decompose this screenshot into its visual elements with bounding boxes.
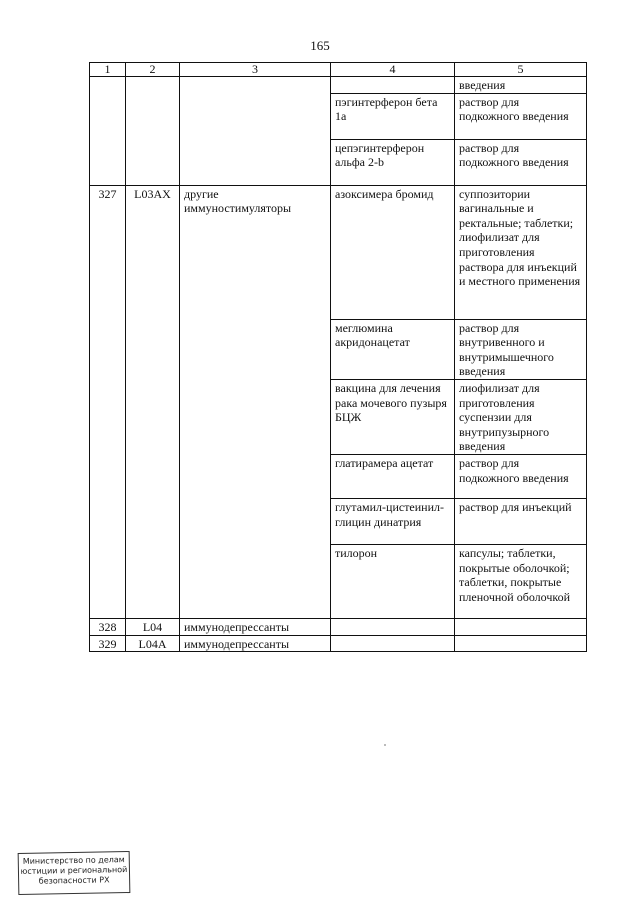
table-row	[90, 618, 587, 635]
cell-form: введения	[455, 77, 587, 94]
cell-group: другие иммуностимуляторы	[180, 185, 331, 618]
cell-form: раствор для подкожного введения	[455, 454, 587, 498]
cell-form: раствор для внутривенного и внутримышечного введения	[455, 319, 587, 379]
cell-drug: вакцина для лечения рака мочевого пузыря БЦЖ	[331, 379, 455, 454]
header-col-2: 2	[126, 63, 180, 77]
cell-drug: глатирамера ацетат	[331, 454, 455, 498]
cell-form: раствор для подкожного введения	[455, 93, 587, 139]
cell-drug: меглюмина акридонацетат	[331, 319, 455, 379]
cell-num: 328	[90, 618, 126, 635]
cell-form: раствор для инъекций	[455, 498, 587, 544]
cell-code	[126, 77, 180, 186]
cell-group	[180, 77, 331, 186]
header-col-5: 5	[455, 63, 587, 77]
header-col-4: 4	[331, 63, 455, 77]
cell-num: 327	[90, 185, 126, 618]
table-row	[90, 77, 587, 94]
header-col-1: 1	[90, 63, 126, 77]
cell-drug	[331, 635, 455, 652]
cell-form	[455, 618, 587, 635]
cell-drug: глутамил-цистеинил-глицин динатрия	[331, 498, 455, 544]
stamp-line-3: безопасности РХ	[38, 875, 110, 886]
cell-drug: цепэгинтерферон альфа 2-b	[331, 139, 455, 185]
medication-table	[89, 62, 587, 652]
page-number: 165	[310, 38, 330, 53]
cell-group: иммунодепрессанты	[180, 635, 331, 652]
cell-form: лиофилизат для приготовления суспензии для внутрипузырного введения	[455, 379, 587, 454]
scan-speck	[384, 744, 386, 746]
cell-drug: тилорон	[331, 544, 455, 618]
stamp-line-2: юстиции и региональной	[20, 865, 128, 876]
cell-form	[455, 635, 587, 652]
stamp-line-1: Министерство по делам	[22, 855, 125, 866]
table-row	[90, 185, 587, 319]
cell-num: 329	[90, 635, 126, 652]
cell-drug: пэгинтерферон бета 1а	[331, 93, 455, 139]
cell-group: иммунодепрессанты	[180, 618, 331, 635]
cell-form: раствор для подкожного введения	[455, 139, 587, 185]
cell-code: L04A	[126, 635, 180, 652]
cell-drug: азоксимера бромид	[331, 185, 455, 319]
cell-drug	[331, 77, 455, 94]
cell-num	[90, 77, 126, 186]
cell-code: L03AX	[126, 185, 180, 618]
header-row	[90, 63, 587, 77]
cell-form: капсулы; таблетки, покрытые оболочкой; таблетки, покрытые пленочной оболочкой	[455, 544, 587, 618]
cell-drug	[331, 618, 455, 635]
table-row	[90, 635, 587, 652]
cell-form: суппозитории вагинальные и ректальные; таблетки; лиофилизат для приготовления раствора для инъекций и местного применения	[455, 185, 587, 319]
cell-code: L04	[126, 618, 180, 635]
ministry-stamp	[18, 851, 131, 895]
header-col-3: 3	[180, 63, 331, 77]
